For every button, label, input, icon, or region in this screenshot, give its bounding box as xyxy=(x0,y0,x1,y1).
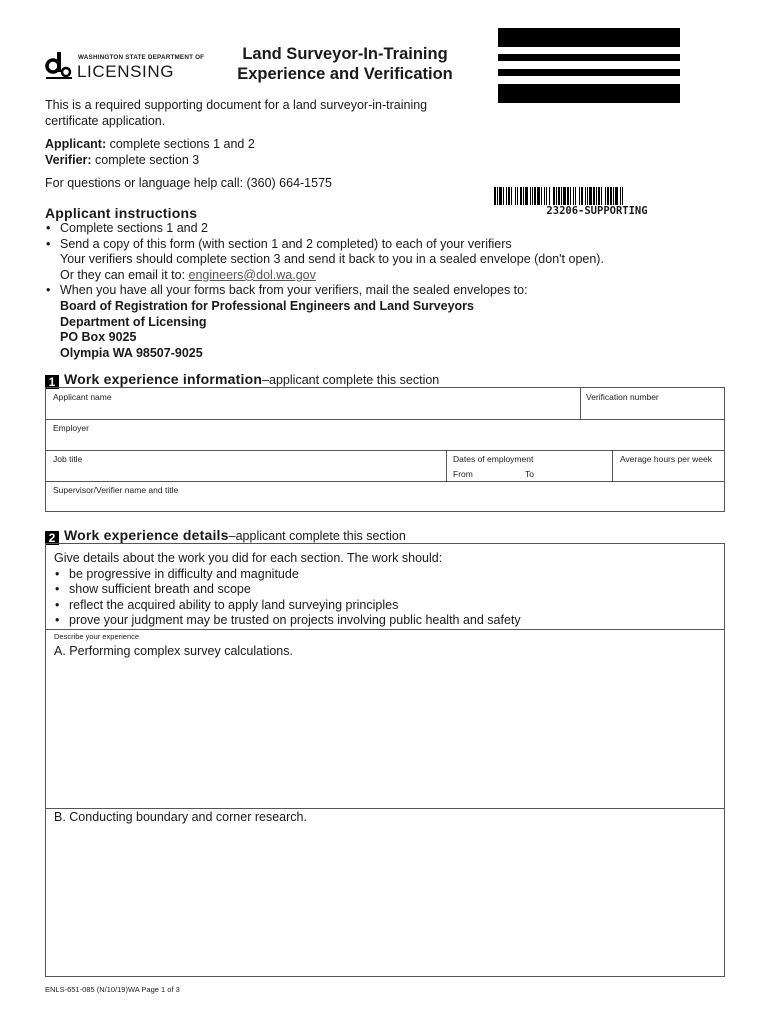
to-date-field[interactable]: To xyxy=(525,469,534,479)
section2-header xyxy=(45,527,406,543)
experience-item-b-field[interactable]: B. Conducting boundary and corner research. xyxy=(54,810,307,824)
applicant-name-field[interactable]: Applicant name xyxy=(53,392,112,402)
list-item-continuation: Or they can email it to: engineers@dol.wa.gov xyxy=(60,267,316,282)
redaction-bar xyxy=(498,69,680,76)
barcode-text: 23206-SUPPORTING xyxy=(546,205,648,217)
row-divider xyxy=(46,450,724,451)
list-item: • prove your judgment may be trusted on projects involving public health and safety xyxy=(55,613,521,628)
work-experience-details-box xyxy=(45,543,725,977)
redaction-bar xyxy=(498,28,680,47)
average-hours-field[interactable]: Average hours per week xyxy=(620,454,712,464)
section2-intro-text: Give details about the work you did for each section. The work should: xyxy=(54,551,443,565)
form-title xyxy=(210,44,480,84)
applicant-text: complete sections 1 and 2 xyxy=(106,137,255,151)
applicant-label: Applicant: xyxy=(45,137,107,151)
mailing-address-line: Department of Licensing xyxy=(60,314,207,329)
dol-logo xyxy=(44,50,205,82)
section2-intro xyxy=(54,551,521,629)
redaction-bar xyxy=(498,54,680,61)
from-date-field[interactable]: From xyxy=(453,469,473,479)
column-divider xyxy=(580,388,581,419)
job-title-field[interactable]: Job title xyxy=(53,454,83,464)
instructions-list xyxy=(45,221,604,361)
verifier-label: Verifier: xyxy=(45,152,92,167)
intro-line2: certificate application. xyxy=(45,113,166,128)
section2-title: Work experience details xyxy=(64,527,229,543)
section1-subtitle: –applicant complete this section xyxy=(262,373,440,387)
dates-of-employment-label: Dates of employment xyxy=(453,454,534,464)
roles-text xyxy=(45,137,255,168)
section1-title: Work experience information xyxy=(64,371,263,387)
mailing-address-line: Olympia WA 98507-9025 xyxy=(60,345,203,360)
work-experience-info-table xyxy=(45,387,725,512)
describe-experience-label: Describe your experience xyxy=(54,632,140,641)
list-item: • show sufficient breath and scope xyxy=(55,582,251,597)
redaction-bar xyxy=(498,84,680,103)
row-divider xyxy=(46,629,724,630)
form-title-line2: Experience and Verification xyxy=(237,65,453,83)
section1-number: 1 xyxy=(45,375,59,389)
row-divider xyxy=(46,481,724,482)
list-item: • Send a copy of this form (with section 1 and 2 completed) to each of your verifiers xyxy=(46,236,512,251)
verification-number-field[interactable]: Verification number xyxy=(586,392,659,402)
email-link[interactable]: engineers@dol.wa.gov xyxy=(188,267,316,282)
logo-department-text: WASHINGTON STATE DEPARTMENT OF xyxy=(78,54,205,61)
intro-text xyxy=(45,98,427,129)
list-item: • Complete sections 1 and 2 xyxy=(46,221,209,235)
section2-number: 2 xyxy=(45,531,59,545)
column-divider xyxy=(446,450,447,481)
mailing-address-line: PO Box 9025 xyxy=(60,330,137,345)
list-item: • be progressive in difficulty and magnitude xyxy=(55,566,299,581)
dol-logo-mark-icon xyxy=(44,52,74,80)
list-item: • When you have all your forms back from your verifiers, mail the sealed envelopes to: xyxy=(46,283,528,298)
column-divider xyxy=(612,450,613,481)
help-line: For questions or language help call: (360) 664-1575 xyxy=(45,176,332,190)
list-item-continuation: Your verifiers should complete section 3 and send it back to you in a sealed envelope (don't open). xyxy=(60,252,604,267)
supervisor-verifier-field[interactable]: Supervisor/Verifier name and title xyxy=(53,485,179,495)
employer-field[interactable]: Employer xyxy=(53,423,89,433)
mailing-address-line: Board of Registration for Professional Engineers and Land Surveyors xyxy=(60,298,474,313)
form-title-line1: Land Surveyor-In-Training xyxy=(242,45,448,63)
experience-item-a-field[interactable]: A. Performing complex survey calculations. xyxy=(54,644,293,658)
logo-licensing-text: LICENSING xyxy=(77,62,175,81)
list-item: • reflect the acquired ability to apply land surveying principles xyxy=(55,597,399,612)
verifier-text: complete section 3 xyxy=(91,152,200,167)
form-footer-code: ENLS-651-085 (N/10/19)WA Page 1 of 3 xyxy=(45,985,180,994)
instructions-heading: Applicant instructions xyxy=(45,205,198,221)
intro-line1: This is a required supporting document for a land surveyor-in-training xyxy=(45,98,428,112)
barcode-icon xyxy=(494,187,700,205)
section2-subtitle: –applicant complete this section xyxy=(228,529,406,543)
section1-header xyxy=(45,371,439,387)
row-divider xyxy=(46,419,724,420)
